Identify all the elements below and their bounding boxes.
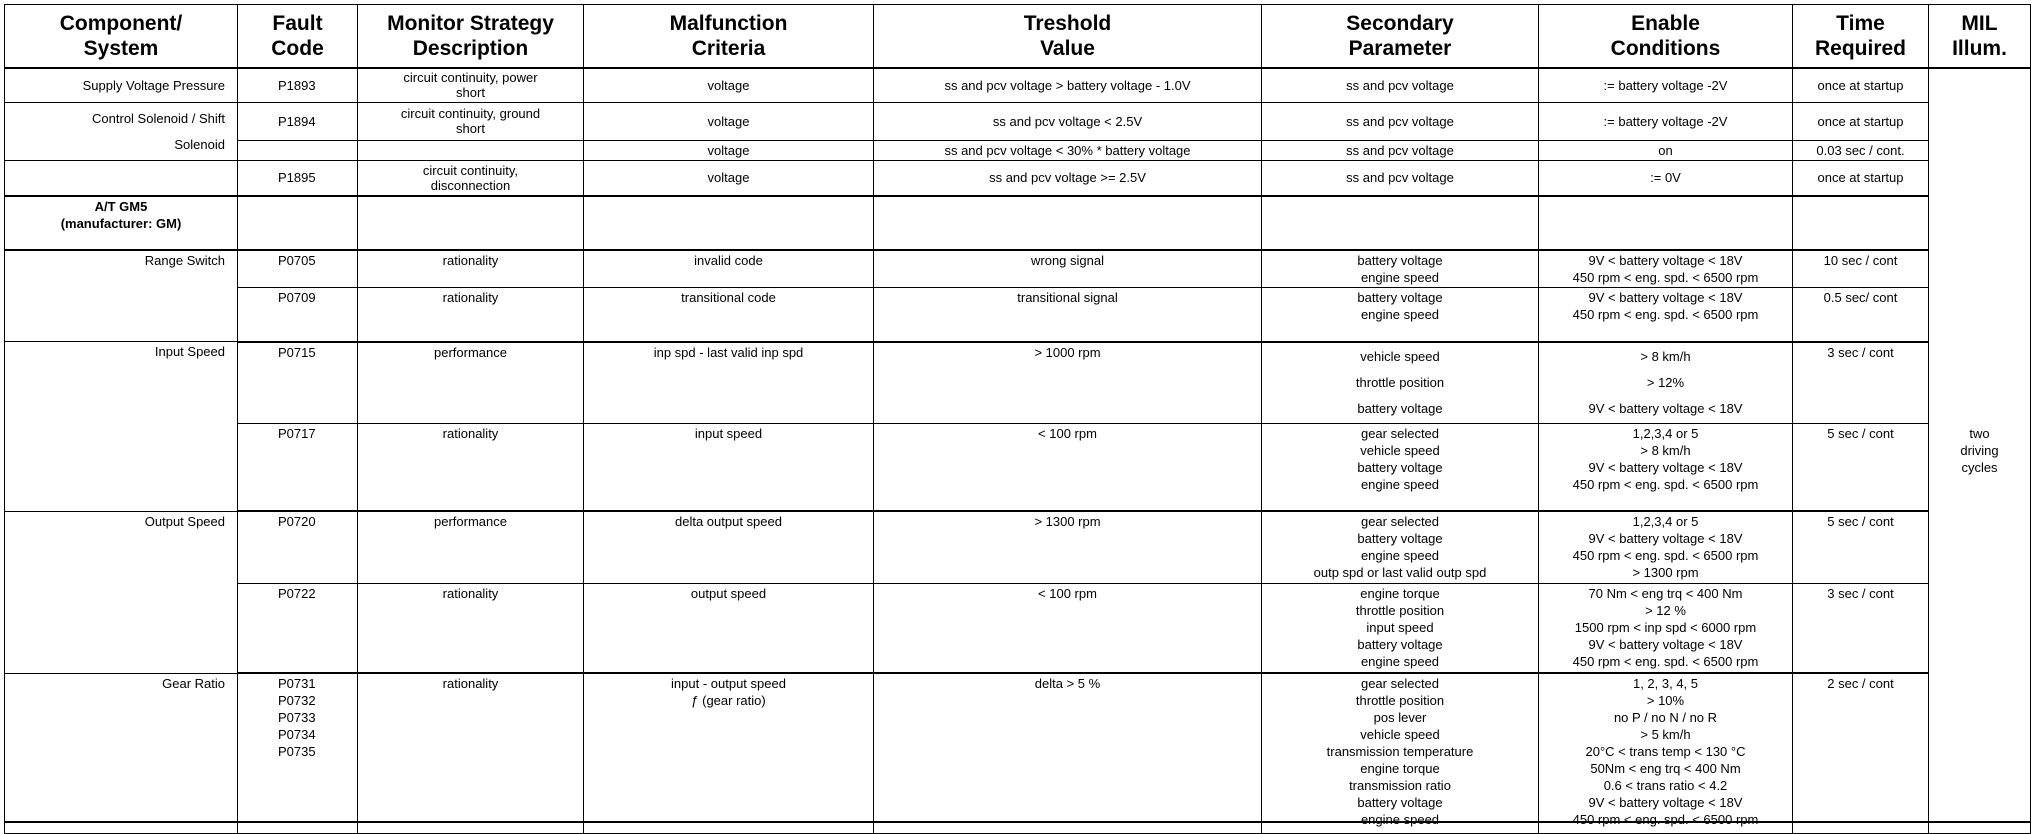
header-secondary: Secondary Parameter <box>1262 5 1539 69</box>
fault-code: P0717 <box>238 423 358 511</box>
threshold-cell: < 100 rpm <box>874 423 1262 511</box>
monitor-cell: rationality <box>358 423 584 511</box>
header-enable: Enable Conditions <box>1539 5 1793 69</box>
enable-cell: := battery voltage -2V <box>1539 68 1793 102</box>
time-cell: 0.03 sec / cont. <box>1793 140 1929 160</box>
row-p0709 <box>5 288 2031 342</box>
threshold-cell: ss and pcv voltage < 30% * battery voltage <box>874 140 1262 160</box>
threshold-cell: > 1300 rpm <box>874 511 1262 583</box>
time-cell: 5 sec / cont <box>1793 511 1929 583</box>
comp-supply-voltage: Supply Voltage Pressure <box>5 68 238 102</box>
time-cell: once at startup <box>1793 160 1929 196</box>
threshold-cell: ss and pcv voltage > battery voltage - 1.0V <box>874 68 1262 102</box>
malfunction-cell: output speed <box>584 583 874 673</box>
threshold-cell: < 100 rpm <box>874 583 1262 673</box>
threshold-cell: ss and pcv voltage < 2.5V <box>874 102 1262 140</box>
fault-code: P0715 <box>238 342 358 424</box>
secondary-cell: ss and pcv voltage <box>1262 102 1539 140</box>
comp-input-speed: Input Speed <box>5 342 238 512</box>
fault-code: P0722 <box>238 583 358 673</box>
header-threshold: Treshold Value <box>874 5 1262 69</box>
bottom-rule <box>4 821 2030 823</box>
header-fault-code: Fault Code <box>238 5 358 69</box>
threshold-cell: ss and pcv voltage >= 2.5V <box>874 160 1262 196</box>
malfunction-cell: transitional code <box>584 288 874 342</box>
malfunction-cell: invalid code <box>584 250 874 288</box>
secondary-cell: vehicle speed throttle position battery voltage <box>1262 342 1539 424</box>
monitor-cell: circuit continuity, ground short <box>358 102 584 140</box>
fault-code: P1893 <box>238 68 358 102</box>
row-p0715 <box>5 342 2031 424</box>
monitor-cell: circuit continuity, power short <box>358 68 584 102</box>
fault-code: P1895 <box>238 160 358 196</box>
comp-output-speed: Output Speed <box>5 511 238 673</box>
row-solenoid-extra <box>5 140 2031 160</box>
empty-cell <box>238 196 358 250</box>
enable-cell: 1,2,3,4 or 5 9V < battery voltage < 18V 450 rpm < eng. spd. < 6500 rpm > 1300 rpm <box>1539 511 1793 583</box>
fault-code: P0720 <box>238 511 358 583</box>
enable-cell: := battery voltage -2V <box>1539 102 1793 140</box>
threshold-cell: wrong signal <box>874 250 1262 288</box>
row-p0705 <box>5 250 2031 288</box>
threshold-cell: delta > 5 % <box>874 673 1262 833</box>
empty-cell <box>358 196 584 250</box>
row-p1893 <box>5 68 2031 102</box>
monitor-table <box>4 4 2031 834</box>
empty-cell <box>584 196 874 250</box>
secondary-cell: gear selected vehicle speed battery voltage engine speed <box>1262 423 1539 511</box>
secondary-cell: ss and pcv voltage <box>1262 68 1539 102</box>
secondary-cell: ss and pcv voltage <box>1262 160 1539 196</box>
enable-cell: > 8 km/h > 12% 9V < battery voltage < 18V <box>1539 342 1793 424</box>
secondary-cell: battery voltage engine speed <box>1262 288 1539 342</box>
malfunction-cell: voltage <box>584 68 874 102</box>
monitor-cell: circuit continuity, disconnection <box>358 160 584 196</box>
fault-code: P1894 <box>238 102 358 140</box>
malfunction-cell: voltage <box>584 140 874 160</box>
threshold-cell: > 1000 rpm <box>874 342 1262 424</box>
comp-gear-ratio: Gear Ratio <box>5 673 238 833</box>
malfunction-cell: delta output speed <box>584 511 874 583</box>
obd-monitor-table-page <box>4 4 2030 828</box>
gm5-title: A/T GM5 (manufacturer: GM) <box>5 196 238 250</box>
comp-range-switch: Range Switch <box>5 250 238 342</box>
comp-control-solenoid: Control Solenoid / Shift Solenoid <box>5 102 238 160</box>
empty-cell <box>1793 196 1929 250</box>
malfunction-cell: inp spd - last valid inp spd <box>584 342 874 424</box>
monitor-cell: performance <box>358 342 584 424</box>
fault-code-empty <box>238 140 358 160</box>
enable-cell: 9V < battery voltage < 18V 450 rpm < eng. spd. < 6500 rpm <box>1539 288 1793 342</box>
malfunction-cell: input - output speed ƒ (gear ratio) <box>584 673 874 833</box>
fault-code: P0705 <box>238 250 358 288</box>
monitor-empty <box>358 140 584 160</box>
monitor-cell: performance <box>358 511 584 583</box>
header-component: Component/ System <box>5 5 238 69</box>
empty-cell <box>874 196 1262 250</box>
enable-cell: 70 Nm < eng trq < 400 Nm > 12 % 1500 rpm < inp spd < 6000 rpm 9V < battery voltage < 18V 450 rpm < eng. spd. < 6500 rpm <box>1539 583 1793 673</box>
empty-cell <box>1539 196 1793 250</box>
time-cell: 3 sec / cont <box>1793 342 1929 424</box>
malfunction-cell: voltage <box>584 160 874 196</box>
header-row <box>5 5 2031 69</box>
threshold-cell: transitional signal <box>874 288 1262 342</box>
time-cell: 10 sec / cont <box>1793 250 1929 288</box>
header-malfunction: Malfunction Criteria <box>584 5 874 69</box>
enable-cell: on <box>1539 140 1793 160</box>
secondary-cell: gear selected battery voltage engine speed outp spd or last valid outp spd <box>1262 511 1539 583</box>
monitor-cell: rationality <box>358 288 584 342</box>
header-monitor-strategy: Monitor Strategy Description <box>358 5 584 69</box>
row-p1895 <box>5 160 2031 196</box>
monitor-cell: rationality <box>358 250 584 288</box>
enable-cell: 1, 2, 3, 4, 5 > 10% no P / no N / no R > 5 km/h 20°C < trans temp < 130 °C 50Nm < eng trq < 400 Nm 0.6 < trans ratio < 4.2 9V < battery voltage < 18V 450 rpm < eng. spd. < 6500 rpm <box>1539 673 1793 833</box>
malfunction-cell: input speed <box>584 423 874 511</box>
enable-cell: := 0V <box>1539 160 1793 196</box>
time-cell: once at startup <box>1793 102 1929 140</box>
row-gear-ratio <box>5 673 2031 833</box>
mil-cell: two driving cycles <box>1929 68 2031 833</box>
empty-cell <box>1262 196 1539 250</box>
time-cell: 3 sec / cont <box>1793 583 1929 673</box>
malfunction-cell: voltage <box>584 102 874 140</box>
time-cell: once at startup <box>1793 68 1929 102</box>
secondary-cell: engine torque throttle position input speed battery voltage engine speed <box>1262 583 1539 673</box>
enable-cell: 1,2,3,4 or 5 > 8 km/h 9V < battery voltage < 18V 450 rpm < eng. spd. < 6500 rpm <box>1539 423 1793 511</box>
monitor-cell: rationality <box>358 583 584 673</box>
time-cell: 0.5 sec/ cont <box>1793 288 1929 342</box>
secondary-cell: ss and pcv voltage <box>1262 140 1539 160</box>
time-cell: 5 sec / cont <box>1793 423 1929 511</box>
header-time: Time Required <box>1793 5 1929 69</box>
fault-code: P0709 <box>238 288 358 342</box>
header-mil: MIL Illum. <box>1929 5 2031 69</box>
row-p1894 <box>5 102 2031 140</box>
secondary-cell: gear selected throttle position pos lever vehicle speed transmission temperature engine torque transmission ratio battery voltage engine speed <box>1262 673 1539 833</box>
row-gm5-title <box>5 196 2031 250</box>
time-cell: 2 sec / cont <box>1793 673 1929 833</box>
secondary-cell: battery voltage engine speed <box>1262 250 1539 288</box>
row-p0717 <box>5 423 2031 511</box>
row-p0720 <box>5 511 2031 583</box>
comp-empty <box>5 160 238 196</box>
monitor-cell: rationality <box>358 673 584 833</box>
fault-code-list: P0731 P0732 P0733 P0734 P0735 <box>238 673 358 833</box>
row-p0722 <box>5 583 2031 673</box>
enable-cell: 9V < battery voltage < 18V 450 rpm < eng. spd. < 6500 rpm <box>1539 250 1793 288</box>
